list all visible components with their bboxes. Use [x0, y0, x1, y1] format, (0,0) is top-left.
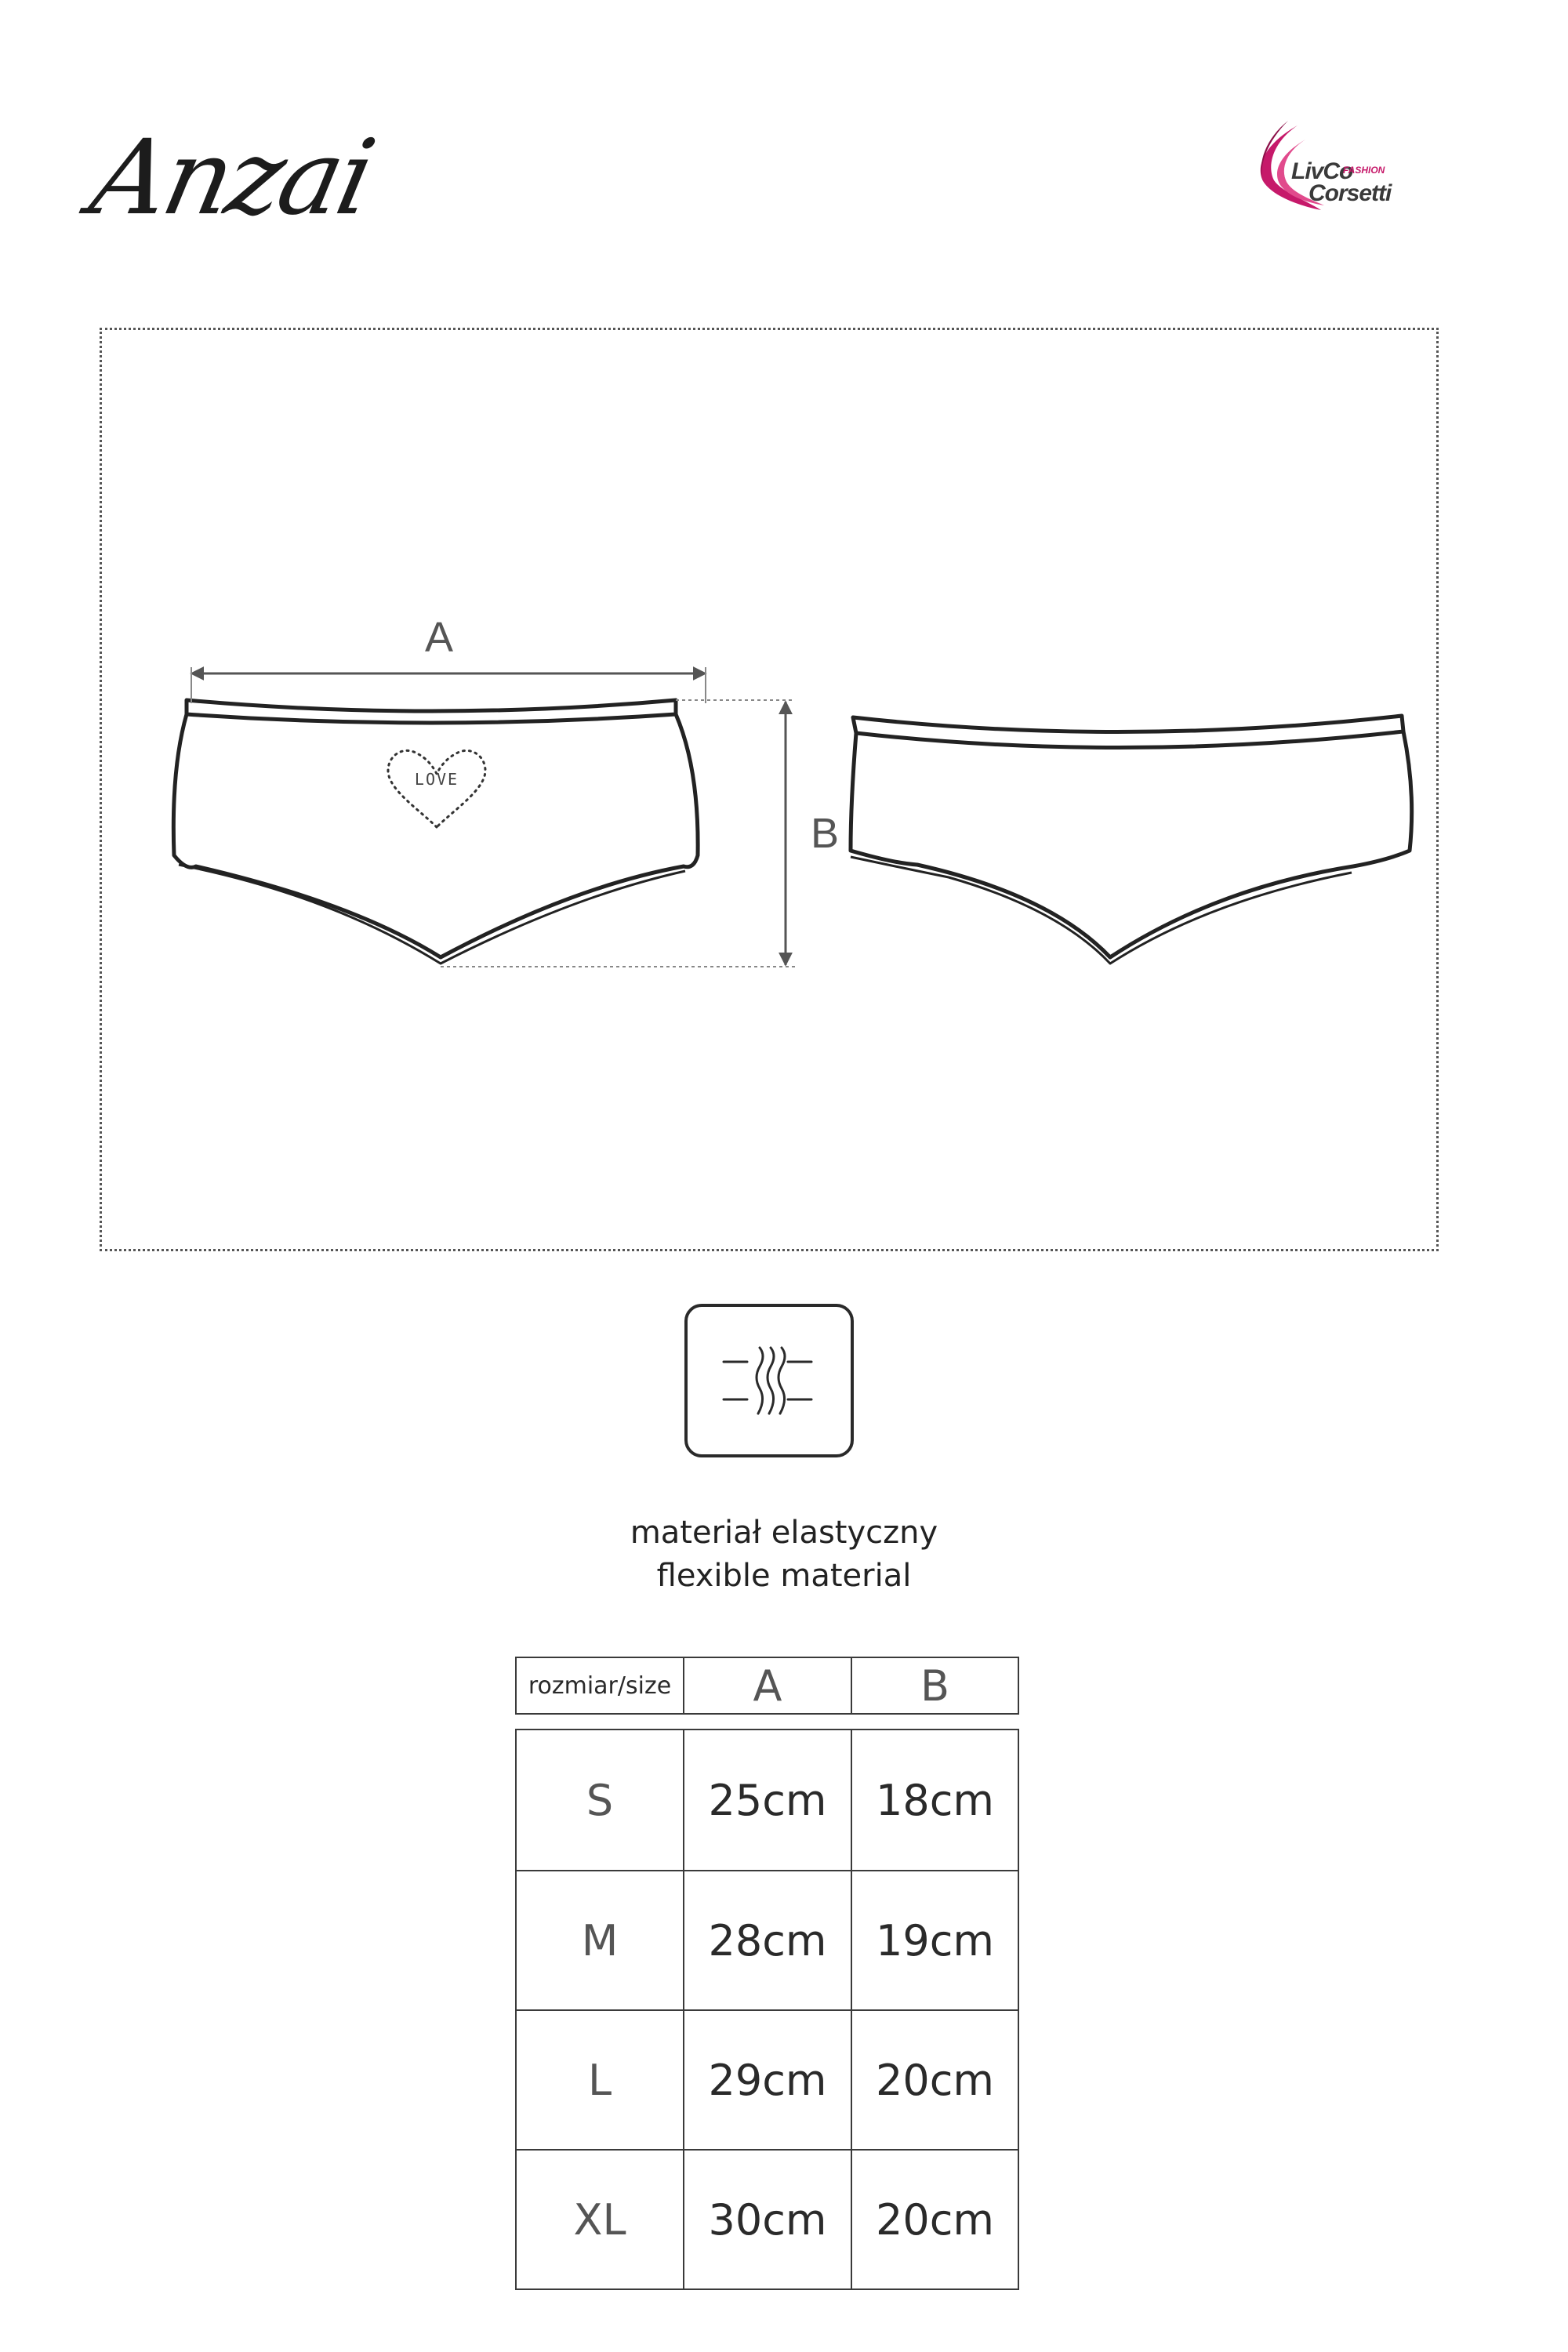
stretch-waves-icon — [688, 1307, 851, 1454]
dimension-b-label: B — [810, 810, 840, 857]
size-table — [515, 1657, 1019, 2290]
measure-a-cell: 29cm — [683, 2011, 851, 2149]
size-cell: L — [587, 2055, 612, 2105]
dimension-a — [191, 614, 706, 703]
size-cell: S — [586, 1775, 614, 1825]
table-row — [517, 1730, 1018, 1870]
size-cell: M — [581, 1915, 619, 1965]
size-cell: XL — [573, 2194, 626, 2245]
measure-b-cell: 20cm — [851, 2011, 1018, 2149]
brand-word-livco: LivCo — [1291, 158, 1353, 184]
heart-print — [388, 750, 485, 827]
size-table-body — [515, 1729, 1019, 2290]
care-label-english: flexible material — [656, 1558, 912, 1594]
table-row — [517, 1870, 1018, 2009]
heart-print-text: LOVE — [414, 770, 459, 789]
measure-b-cell: 19cm — [851, 1871, 1018, 2009]
measure-a-cell: 25cm — [683, 1730, 851, 1870]
stretch-material-icon — [684, 1304, 854, 1457]
table-row — [517, 2149, 1018, 2288]
measure-b-cell: 20cm — [851, 2151, 1018, 2288]
back-view — [851, 716, 1412, 964]
dimension-a-label: A — [424, 614, 454, 661]
header-size: rozmiar/size — [528, 1671, 672, 1700]
care-label-polish: materiał elastyczny — [630, 1515, 938, 1551]
size-table-header — [515, 1657, 1019, 1715]
header-b: B — [851, 1658, 1018, 1713]
garment-diagram — [102, 330, 1436, 1249]
brand-word-fashion: FASHION — [1343, 165, 1385, 176]
front-view — [173, 700, 698, 964]
header-a: A — [683, 1658, 851, 1713]
brand-logo — [1243, 118, 1423, 220]
measure-a-cell: 30cm — [683, 2151, 851, 2288]
measure-b-cell: 18cm — [851, 1730, 1018, 1870]
measure-a-cell: 28cm — [683, 1871, 851, 2009]
brand-word-corsetti: Corsetti — [1308, 180, 1392, 206]
diagram-frame — [100, 328, 1439, 1251]
table-row — [517, 2009, 1018, 2149]
product-name: Anzai — [81, 118, 383, 238]
